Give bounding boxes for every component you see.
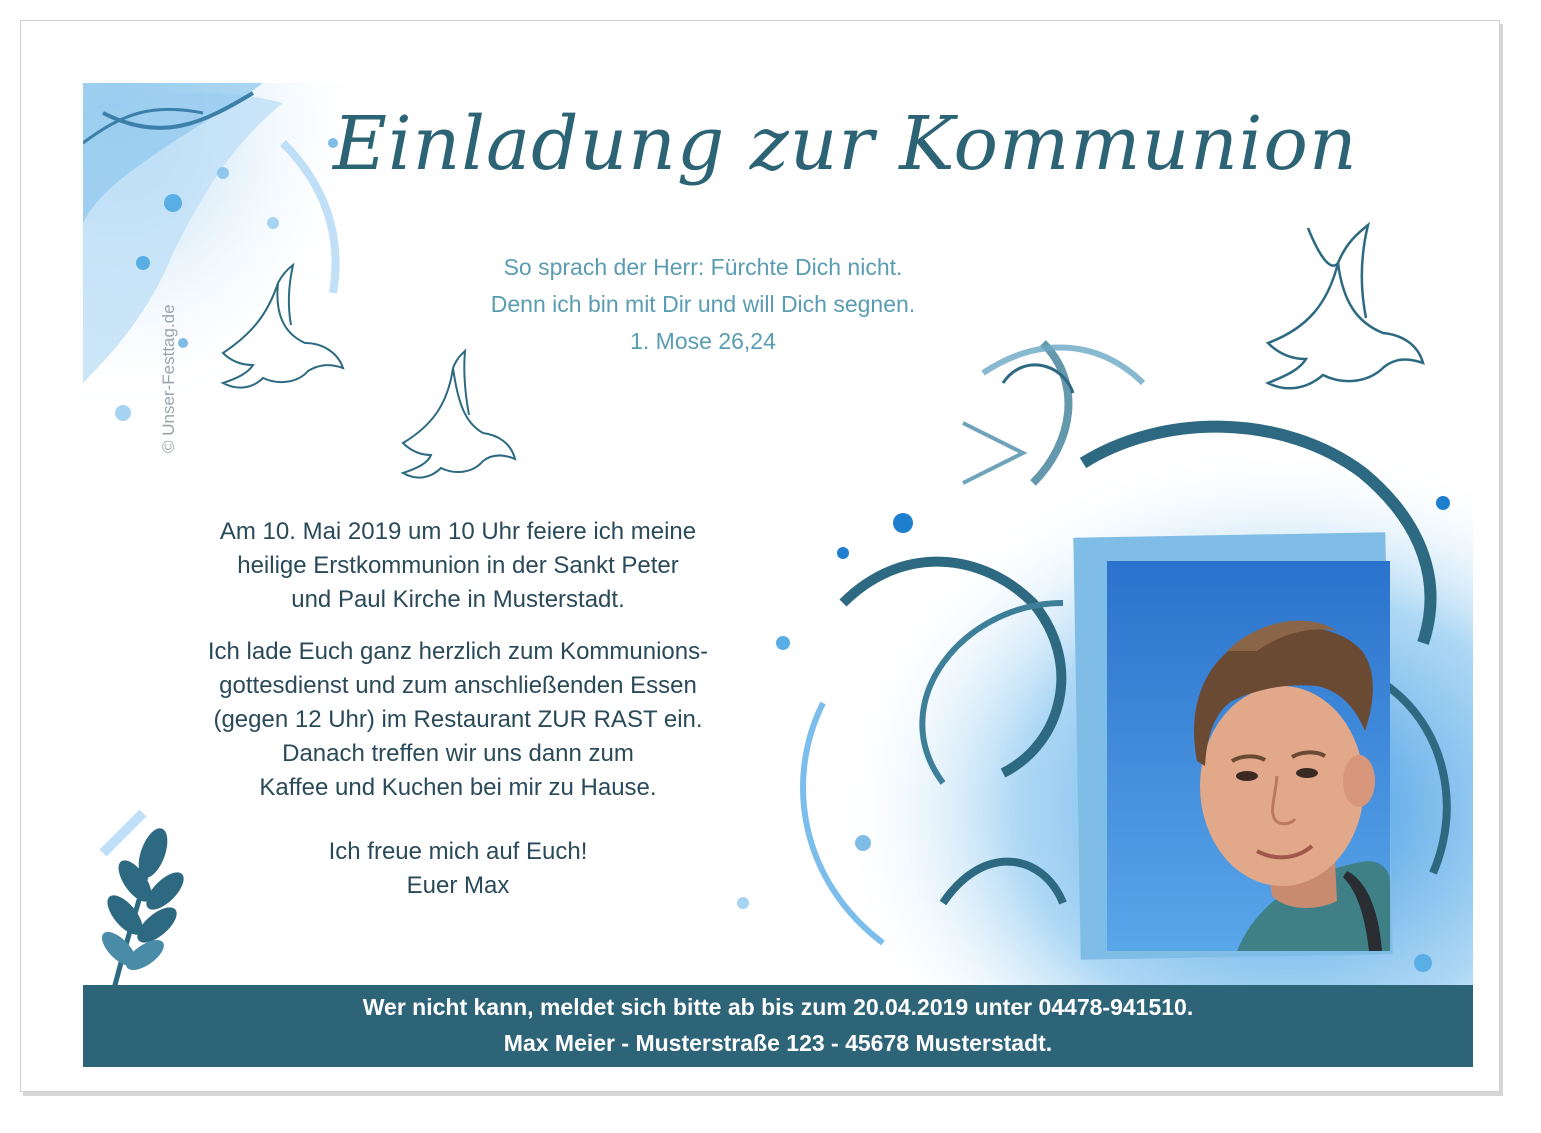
address-line: Max Meier - Musterstraße 123 - 45678 Musterstadt. [503,1030,1053,1056]
copyright-text: © Unser-Festtag.de [159,304,178,453]
invitation-sheet [20,20,1500,1092]
text-line: heilige Erstkommunion in der Sankt Peter [237,552,679,579]
text-line: und Paul Kirche in Musterstadt. [291,586,625,613]
invitation-paragraph [163,635,753,805]
invitation-card [83,83,1473,1067]
verse-line: So sprach der Herr: Fürchte Dich nicht. [503,254,903,280]
bible-verse [403,249,1003,360]
dove-icon [1268,225,1423,388]
text-line: Danach treffen wir uns dann zum [282,740,634,767]
signature-line: Euer Max [406,872,510,899]
rsvp-line: Wer nicht kann, meldet sich bitte ab bis zum 20.04.2019 unter 04478-941510. [362,994,1194,1020]
text-line: gottesdienst und zum anschließenden Essen [219,672,697,699]
text-line: Ich freue mich auf Euch! [328,838,588,865]
verse-reference: 1. Mose 26,24 [630,328,776,354]
text-line: Ich lade Euch ganz herzlich zum Kommunions- [207,638,709,665]
closing-paragraph [163,835,753,903]
text-line: Kaffee und Kuchen bei mir zu Hause. [259,774,657,801]
portrait-illustration [1107,561,1390,951]
rsvp-footer [83,985,1473,1067]
verse-line: Denn ich bin mit Dir und will Dich segnen. [490,291,916,317]
text-line: Am 10. Mai 2019 um 10 Uhr feiere ich meine [219,518,697,545]
invitation-body [163,515,753,921]
invitation-title: Einladung zur Kommunion [333,101,1358,187]
text-line: (gegen 12 Uhr) im Restaurant ZUR RAST ein. [213,706,703,733]
event-details-paragraph [163,515,753,617]
portrait-photo [1107,561,1390,951]
